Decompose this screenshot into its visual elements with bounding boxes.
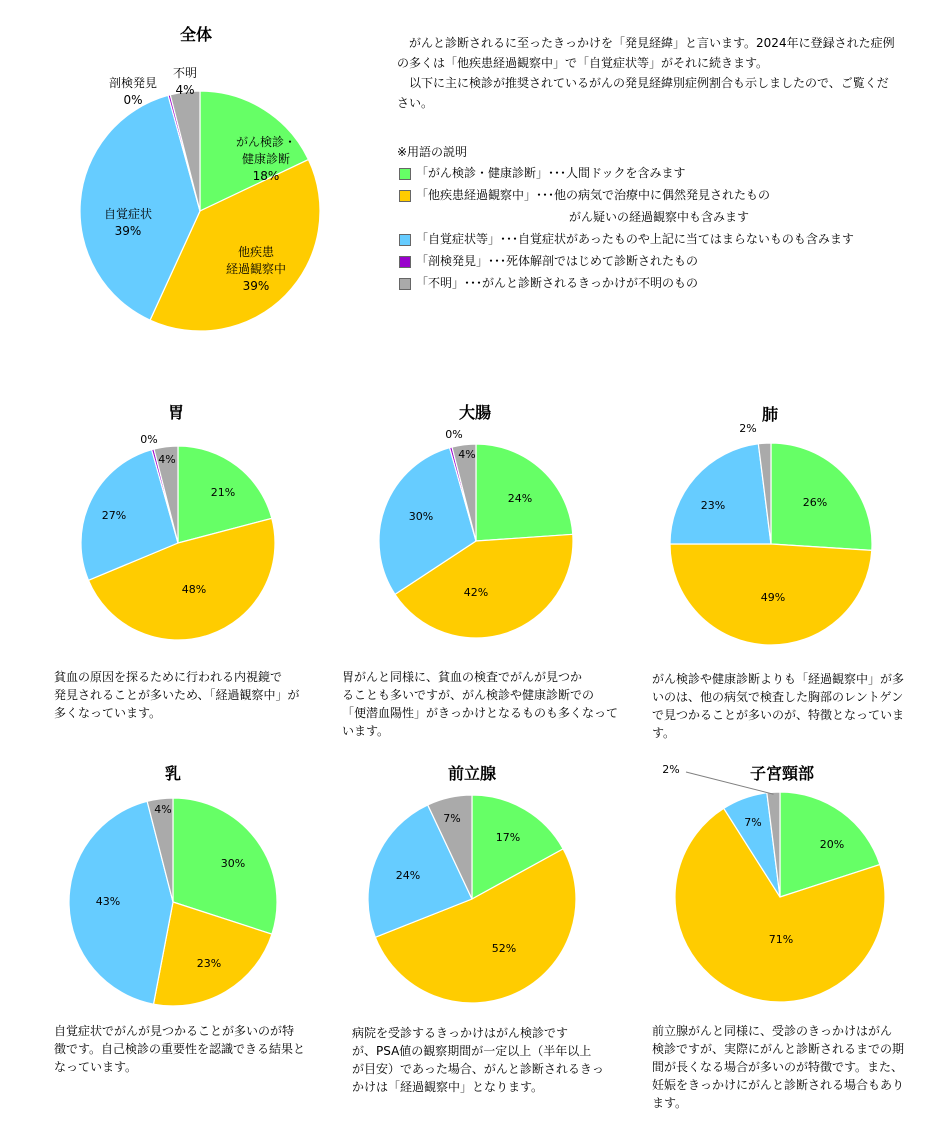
description-line: 多くなっています。 [54,706,162,720]
pie-slice-symptoms [670,444,771,544]
pie-title-prostate: 前立腺 [447,764,497,783]
pie-label-observation: 52% [491,942,517,955]
pie-label-symptoms: 30% [408,510,434,523]
pie-label-screening: 20% [819,838,845,851]
pie-label-screening: 30% [220,857,246,870]
description-cervix [640,1022,925,1112]
description-line: 自覚症状でがんが見つかることが多いのが特 [54,1024,295,1038]
legend-swatch-autopsy [399,256,411,268]
pie-chart-colon [379,403,573,638]
description-line: がん検診や健康診断よりも「経過観察中」が多 [652,672,905,686]
legend-text-symptoms: 「自覚症状等」･･･自覚症状があったものや上記に当てはまらないものも含みます [416,232,854,246]
pie-label-unknown: 不明 4% [172,66,198,97]
pie-label-autopsy: 剖検発見 0% [108,76,158,107]
description-line: 病院を受診するきっかけはがん検診です [352,1026,569,1040]
legend-item-observation [397,184,854,206]
pie-chart-stomach [81,403,275,640]
legend-swatch-symptoms [399,234,411,246]
description-breast [42,1022,327,1076]
pie-label-unknown: 4% [458,448,476,461]
pie-chart-overall [80,25,320,331]
legend-text-autopsy: 「剖検発見」･･･死体解剖ではじめて診断されたもの [416,254,699,268]
description-line: います。 [342,724,390,738]
legend-text-observation: 「他疾患経過観察中」･･･他の病気で治療中に偶然発見されたもの [416,188,771,202]
pie-chart-cervix [662,763,885,1002]
description-line: 徴です。自己検診の重要性を認識できる結果と [54,1042,306,1056]
pie-label-symptoms: 43% [95,895,121,908]
pie-title-lung: 肺 [761,405,779,424]
legend-item-symptoms [397,228,854,250]
legend-swatch-unknown [399,278,411,290]
intro-text [397,33,897,113]
pie-title-breast: 乳 [164,764,182,783]
description-line: 妊娠をきっかけにがんと診断される場合もあり [652,1078,905,1092]
description-line: なっています。 [54,1060,138,1074]
description-line: かけは「経過観察中」となります。 [352,1080,544,1094]
description-line: 検診ですが、実際にがんと診断されるまでの期 [652,1042,905,1056]
pie-label-autopsy: 0% [140,433,158,446]
legend-text-observation-line2: がん疑いの経過観察中も含みます [569,210,750,224]
legend-text-screening: 「がん検診・健康診断」･･･人間ドックを含みます [416,166,686,180]
pie-label-observation: 他疾患経過観察中 39% [225,245,287,293]
description-line: す。 [652,726,676,740]
description-colon [330,668,620,740]
intro-line-2: 以下に主に検診が推奨されているがんの発見経緯別症例割合も示しましたので、ご覧ください。 [397,76,889,110]
pie-label-screening: 26% [802,496,828,509]
pie-label-symptoms: 23% [700,499,726,512]
pie-label-screening: 24% [507,492,533,505]
description-line: が、PSA値の観察期間が一定以上（半年以上 [352,1044,592,1058]
legend-item-autopsy [397,250,854,272]
description-line: で見つかることが多いのが、特徴となっていま [652,708,905,722]
description-line: 間が長くなる場合が多いのが特徴です。また、 [652,1060,904,1074]
intro-line-1: がんと診断されるに至ったきっかけを「発見経緯」と言います。2024年に登録された症例の多くは「他疾患経過観察中」で「自覚症状等」がそれに続きます。 [397,36,895,70]
description-line: 発見されることが多いため、「経過観察中」が [54,688,300,702]
description-line: 前立腺がんと同様に、受診のきっかけはがん [652,1024,893,1038]
pie-chart-breast [69,764,277,1006]
description-line: ることも多いですが、がん検診や健康診断での [342,688,595,702]
pie-title-colon: 大腸 [458,403,492,422]
pie-chart-prostate [368,764,576,1003]
pie-label-screening: がん検診・健康診断 18% [235,135,297,183]
pie-label-observation: 48% [181,583,207,596]
pie-label-symptoms: 自覚症状 39% [103,207,153,238]
legend-swatch-screening [399,168,411,180]
description-lung [640,670,925,742]
description-line: いのは、他の病気で検査した胸部のレントゲン [652,690,904,704]
description-line: ます。 [652,1096,688,1110]
pie-title-cervix: 子宮頸部 [749,764,815,783]
description-line: 貧血の原因を探るために行われる内視鏡で [54,670,283,684]
pie-label-unknown: 2% [662,763,680,776]
description-prostate [340,1024,625,1096]
pie-title-stomach: 胃 [167,403,185,422]
pie-label-unknown: 7% [443,812,461,825]
pie-label-screening: 17% [495,831,521,844]
pie-label-observation: 42% [463,586,489,599]
pie-label-unknown: 4% [154,803,172,816]
pie-label-unknown: 2% [739,422,757,435]
legend-swatch-observation [399,190,411,202]
pie-label-observation: 23% [196,957,222,970]
legend-text-unknown: 「不明」･･･がんと診断されるきっかけが不明のもの [416,276,699,290]
description-line: が目安）であった場合、がんと診断されるきっ [352,1062,604,1076]
legend [397,142,854,294]
pie-label-observation: 49% [760,591,786,604]
description-line: 胃がんと同様に、貧血の検査でがんが見つか [342,670,583,684]
legend-item-screening [397,162,854,184]
pie-label-screening: 21% [210,486,236,499]
description-line: 「便潜血陽性」がきっかけとなるものも多くなって [342,706,619,720]
legend-item-unknown [397,272,854,294]
pie-chart-lung [670,405,872,645]
pie-label-unknown: 4% [158,453,176,466]
pie-label-observation: 71% [768,933,794,946]
legend-header: ※用語の説明 [397,145,468,159]
pie-title-overall: 全体 [179,25,213,44]
pie-label-autopsy: 0% [445,428,463,441]
description-stomach [42,668,322,722]
pie-label-symptoms: 24% [395,869,421,882]
pie-label-symptoms: 7% [744,816,762,829]
pie-label-symptoms: 27% [101,509,127,522]
